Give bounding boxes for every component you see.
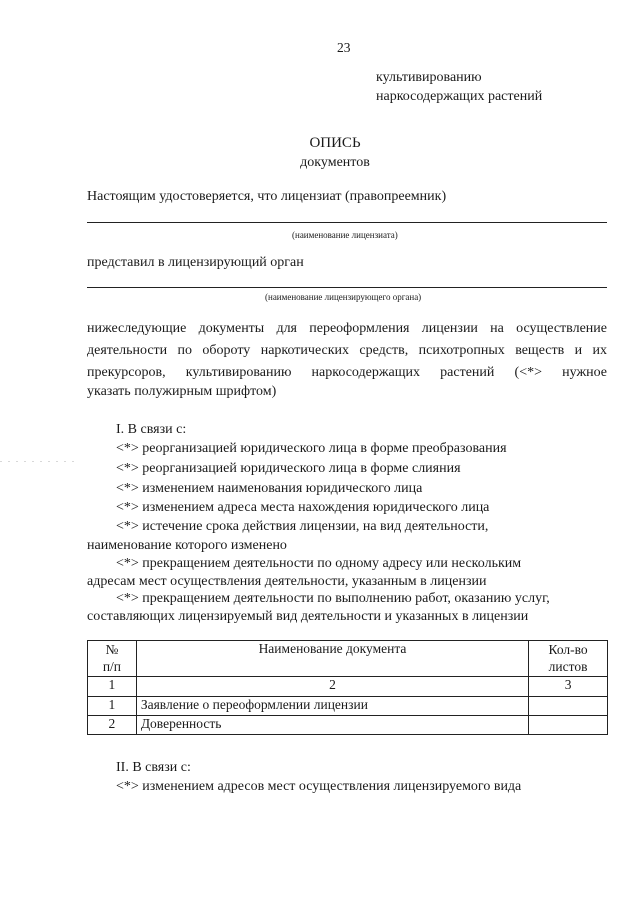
row-document-name: Заявление о переоформлении лицензии: [136, 697, 528, 716]
paragraph-line-3: прекурсоров, культивированию наркосодержащих растений (<*> нужное: [87, 365, 607, 380]
paragraph-line-4: указать полужирным шрифтом): [87, 384, 277, 399]
document-title: ОПИСЬ: [309, 135, 361, 151]
row-sheets: [529, 697, 608, 716]
section-1-item: <*> прекращением деятельности по выполнению работ, оказанию услуг,: [116, 591, 550, 606]
row-document-name: Доверенность: [136, 716, 528, 735]
licensee-line: [87, 222, 607, 223]
section-1-item: <*> прекращением деятельности по одному адресу или нескольким: [116, 556, 522, 571]
section-1-item-continued: составляющих лицензируемый вид деятельности и указанных в лицензии: [87, 609, 529, 624]
table-row: [88, 697, 608, 716]
header-sheets-line-2: листов: [548, 659, 588, 674]
table-index-row: [88, 677, 608, 697]
certification-text: Настоящим удостоверяется, что лицензиат (правопреемник): [87, 189, 447, 204]
table-row: [88, 716, 608, 735]
header-document-name: Наименование документа: [136, 641, 528, 677]
authority-line: [87, 287, 607, 288]
section-1-item-continued: адресам мест осуществления деятельности, указанным в лицензии: [87, 574, 487, 589]
index-cell: 2: [136, 677, 528, 697]
header-number-line-2: п/п: [102, 659, 122, 674]
table-header-row: [88, 641, 608, 677]
header-number-line-1: №: [105, 642, 119, 657]
section-1-item: <*> реорганизацией юридического лица в форме слияния: [116, 461, 461, 476]
row-sheets: [529, 716, 608, 735]
section-1-item-continued: наименование которого изменено: [87, 538, 287, 553]
licensee-caption: (наименование лицензиата): [292, 230, 398, 240]
page-number: 23: [337, 40, 351, 55]
authority-caption: (наименование лицензирующего органа): [265, 292, 422, 302]
header-line-2: наркосодержащих растений: [376, 89, 543, 104]
index-cell: 1: [88, 677, 137, 697]
section-1-heading: I. В связи с:: [116, 422, 187, 437]
section-1-item: <*> изменением адреса места нахождения юридического лица: [116, 500, 490, 515]
index-cell: 3: [529, 677, 608, 697]
documents-table: [87, 640, 608, 735]
row-number: 1: [88, 697, 137, 716]
document-subtitle: документов: [300, 155, 370, 170]
submitted-text: представил в лицензирующий орган: [87, 255, 304, 270]
paragraph-line-2: деятельности по обороту наркотических средств, психотропных веществ и их: [87, 343, 607, 358]
section-2-heading: II. В связи с:: [116, 760, 191, 775]
row-number: 2: [88, 716, 137, 735]
header-sheets: [529, 641, 608, 677]
header-sheets-line-1: Кол-во: [548, 642, 588, 657]
section-1-item: <*> изменением наименования юридического лица: [116, 481, 423, 496]
paragraph-line-1: нижеследующие документы для переоформления лицензии на осуществление: [87, 321, 607, 336]
header-number: [88, 641, 137, 677]
section-1-item: <*> истечение срока действия лицензии, на вид деятельности,: [116, 519, 489, 534]
section-1-item: <*> реорганизацией юридического лица в форме преобразования: [116, 441, 507, 456]
header-line-1: культивированию: [376, 70, 482, 85]
section-2-item: <*> изменением адресов мест осуществления лицензируемого вида: [116, 779, 522, 794]
margin-marks: . . . . . . . . . .: [0, 455, 76, 464]
